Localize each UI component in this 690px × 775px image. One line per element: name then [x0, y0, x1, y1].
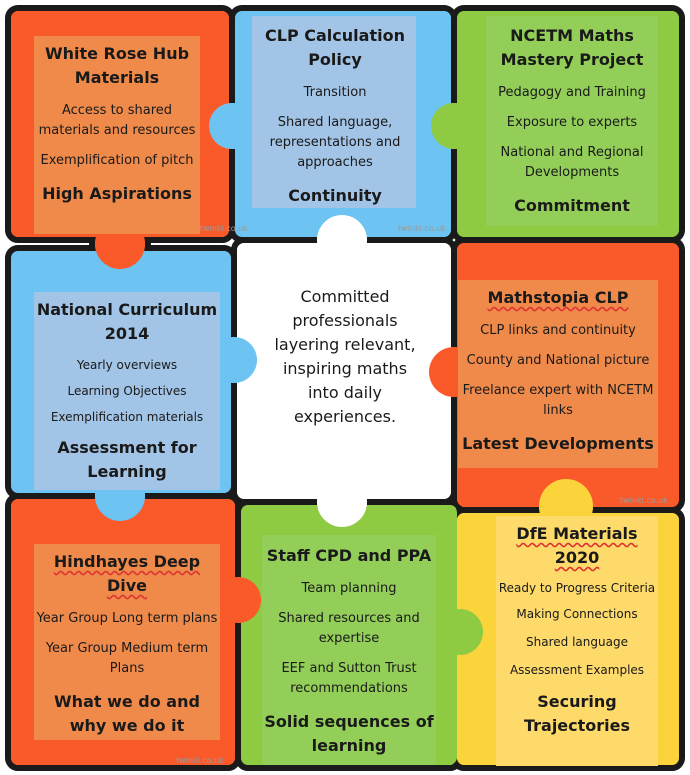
card-footer: High Aspirations: [42, 184, 192, 203]
center-statement: Committed professionals layering relevant, inspiring maths into daily experiences.: [274, 287, 416, 426]
card-footer: Commitment: [514, 196, 630, 215]
card-title: CLP Calculation Policy: [265, 26, 405, 69]
card-item: Yearly overviews: [76, 358, 178, 372]
card-dfe: [496, 518, 658, 738]
card-title: Mathstopia CLP: [487, 288, 629, 307]
card-hindhayes: [34, 546, 220, 738]
card-ncetm: [486, 20, 658, 218]
card-footer: Securing Trajectories: [523, 692, 631, 735]
card-footer: Latest Developments: [462, 434, 654, 453]
card-footer: What we do and why we do it: [54, 692, 200, 735]
watermark-text: twinkl.co.uk: [398, 224, 446, 233]
card-item: Exposure to experts: [506, 115, 638, 130]
card-footer: Assessment for Learning: [57, 438, 197, 481]
watermark-text: twinkl.co.uk: [176, 756, 224, 765]
card-item: CLP links and continuity: [480, 323, 636, 338]
card-staff-cpd: [262, 540, 436, 758]
card-item: National and Regional Developments: [500, 145, 644, 180]
card-footer: Solid sequences of learning: [264, 712, 434, 755]
card-title: National Curriculum 2014: [36, 300, 218, 343]
card-title: NCETM Maths Mastery Project: [500, 26, 644, 69]
card-item: EEF and Sutton Trust recommendations: [281, 661, 417, 696]
card-mathstopia: [458, 282, 658, 456]
card-item: Shared language: [526, 635, 628, 649]
watermark-text: twinkl.co.uk: [200, 224, 248, 233]
card-item: Pedagogy and Training: [498, 85, 646, 100]
card-item: Freelance expert with NCETM links: [462, 383, 654, 418]
card-item: Exemplification materials: [50, 410, 204, 424]
card-item: County and National picture: [466, 353, 650, 368]
card-item: Year Group Long term plans: [36, 611, 218, 626]
card-item: Making Connections: [516, 607, 638, 621]
card-white-rose: [34, 38, 200, 206]
card-item: Exemplification of pitch: [40, 153, 194, 168]
card-item: Shared language, representations and approaches: [269, 115, 401, 170]
card-item: Learning Objectives: [67, 384, 187, 398]
card-item: Ready to Progress Criteria: [498, 581, 656, 595]
card-item: Year Group Medium term Plans: [45, 641, 209, 676]
card-item: Transition: [303, 85, 367, 100]
card-title: White Rose Hub Materials: [44, 44, 190, 87]
watermark-text: twinkl.co.uk: [620, 496, 668, 505]
card-item: Team planning: [301, 581, 397, 596]
card-title: Staff CPD and PPA: [266, 546, 432, 565]
card-item: Shared resources and expertise: [278, 611, 420, 646]
card-title: DfE Materials 2020: [516, 524, 638, 567]
card-item: Access to shared materials and resources: [38, 103, 196, 138]
card-item: Assessment Examples: [509, 663, 645, 677]
card-clp-calc: [254, 20, 416, 208]
card-national-curriculum: [34, 294, 220, 484]
card-footer: Continuity: [288, 186, 382, 205]
card-title: Hindhayes Deep Dive: [53, 552, 201, 595]
